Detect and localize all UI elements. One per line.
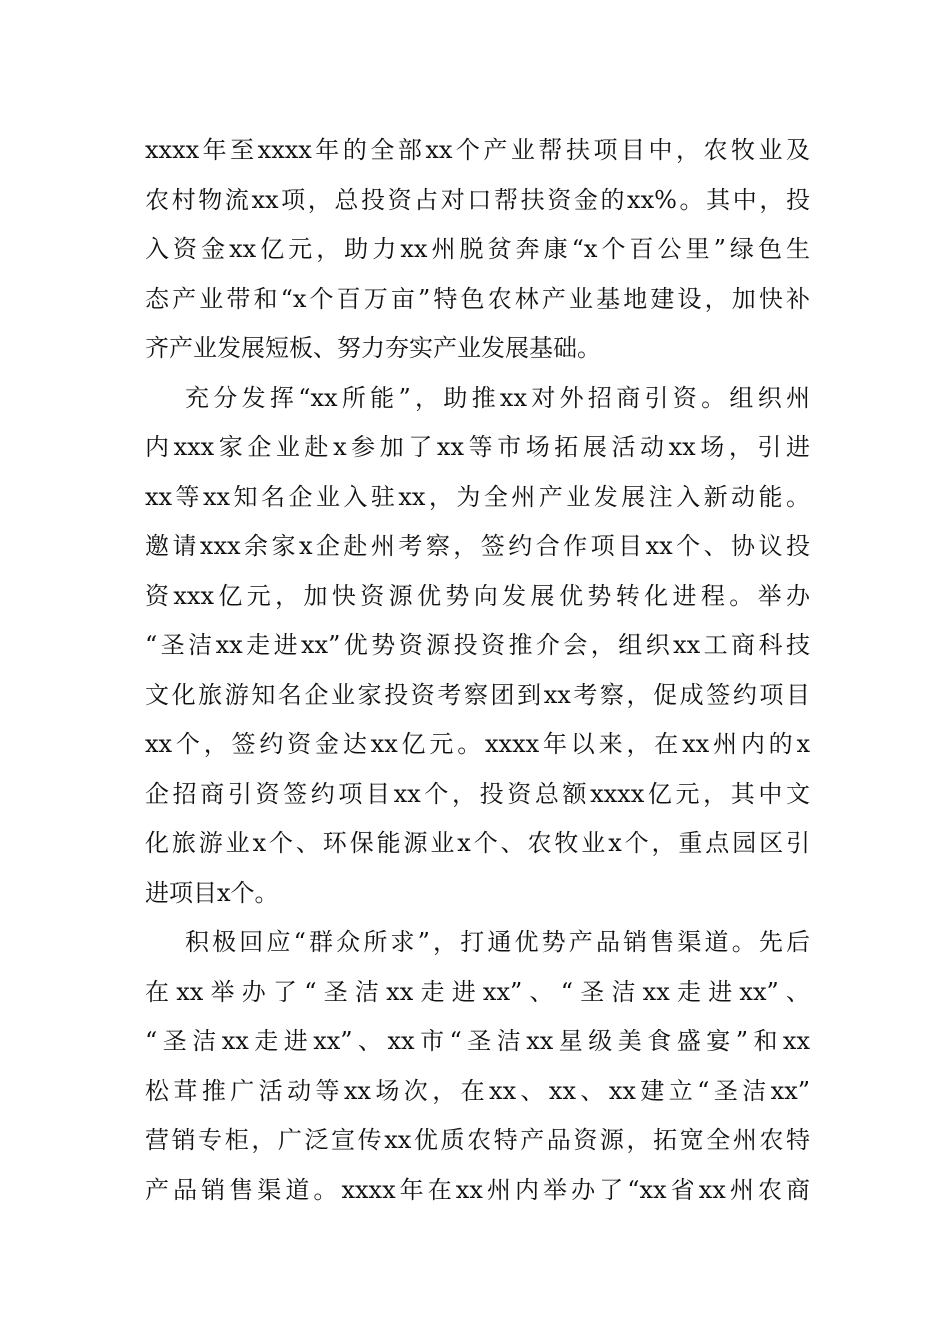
text-line: 化旅游业x个、环保能源业x个、农牧业x个，重点园区引 bbox=[145, 829, 810, 857]
paragraph-1 bbox=[145, 126, 810, 374]
text-line: 在xx举办了“圣洁xx走进xx”、“圣洁xx走进xx”、 bbox=[145, 977, 810, 1006]
text-line: 内xxx家企业赴x参加了xx等市场拓展活动xx场，引进 bbox=[145, 433, 810, 461]
text-line: 积极回应“群众所求”，打通优势产品销售渠道。先后 bbox=[185, 928, 810, 956]
text-line: 邀请xxx余家x企赴州考察，签约合作项目xx个、协议投 bbox=[145, 532, 810, 560]
text-line: xx等xx知名企业入驻xx，为全州产业发展注入新动能。 bbox=[145, 482, 810, 511]
text-line: 齐产业发展短板、努力夯实产业发展基础。 bbox=[145, 334, 601, 362]
text-line: 企招商引资签约项目xx个，投资总额xxxx亿元，其中文 bbox=[145, 779, 810, 808]
text-line: “圣洁xx走进xx”优势资源投资推介会，组织xx工商科技 bbox=[145, 631, 810, 659]
text-line: “圣洁xx走进xx”、xx市“圣洁xx星级美食盛宴”和xx bbox=[145, 1027, 810, 1055]
paragraph-2 bbox=[145, 374, 810, 919]
text-line: 资xxx亿元，加快资源优势向发展优势转化进程。举办 bbox=[145, 581, 810, 610]
text-line: 产品销售渠道。xxxx年在xx州内举办了“xx省xx州农商 bbox=[145, 1175, 810, 1204]
text-line: 进项目x个。 bbox=[145, 878, 279, 907]
text-line: 态产业带和“x个百万亩”特色农林产业基地建设，加快补 bbox=[145, 284, 810, 313]
text-line: 充分发挥“xx所能”，助推xx对外招商引资。组织州 bbox=[185, 383, 810, 412]
text-line: 文化旅游知名企业家投资考察团到xx考察，促成签约项目 bbox=[145, 680, 810, 709]
text-line: xxxx年至xxxx年的全部xx个产业帮扶项目中，农牧业及 bbox=[145, 136, 810, 164]
text-line: 松茸推广活动等xx场次，在xx、xx、xx建立“圣洁xx” bbox=[145, 1076, 810, 1105]
paragraph-3 bbox=[145, 918, 810, 1215]
text-line: 入资金xx亿元，助力xx州脱贫奔康“x个百公里”绿色生 bbox=[145, 235, 810, 263]
text-line: xx个，签约资金达xx亿元。xxxx年以来，在xx州内的x bbox=[145, 730, 810, 758]
text-line: 营销专柜，广泛宣传xx优质农特产品资源，拓宽全州农特 bbox=[145, 1126, 810, 1154]
text-line: 农村物流xx项，总投资占对口帮扶资金的xx%。其中，投 bbox=[145, 185, 810, 214]
document-body bbox=[145, 126, 810, 1215]
